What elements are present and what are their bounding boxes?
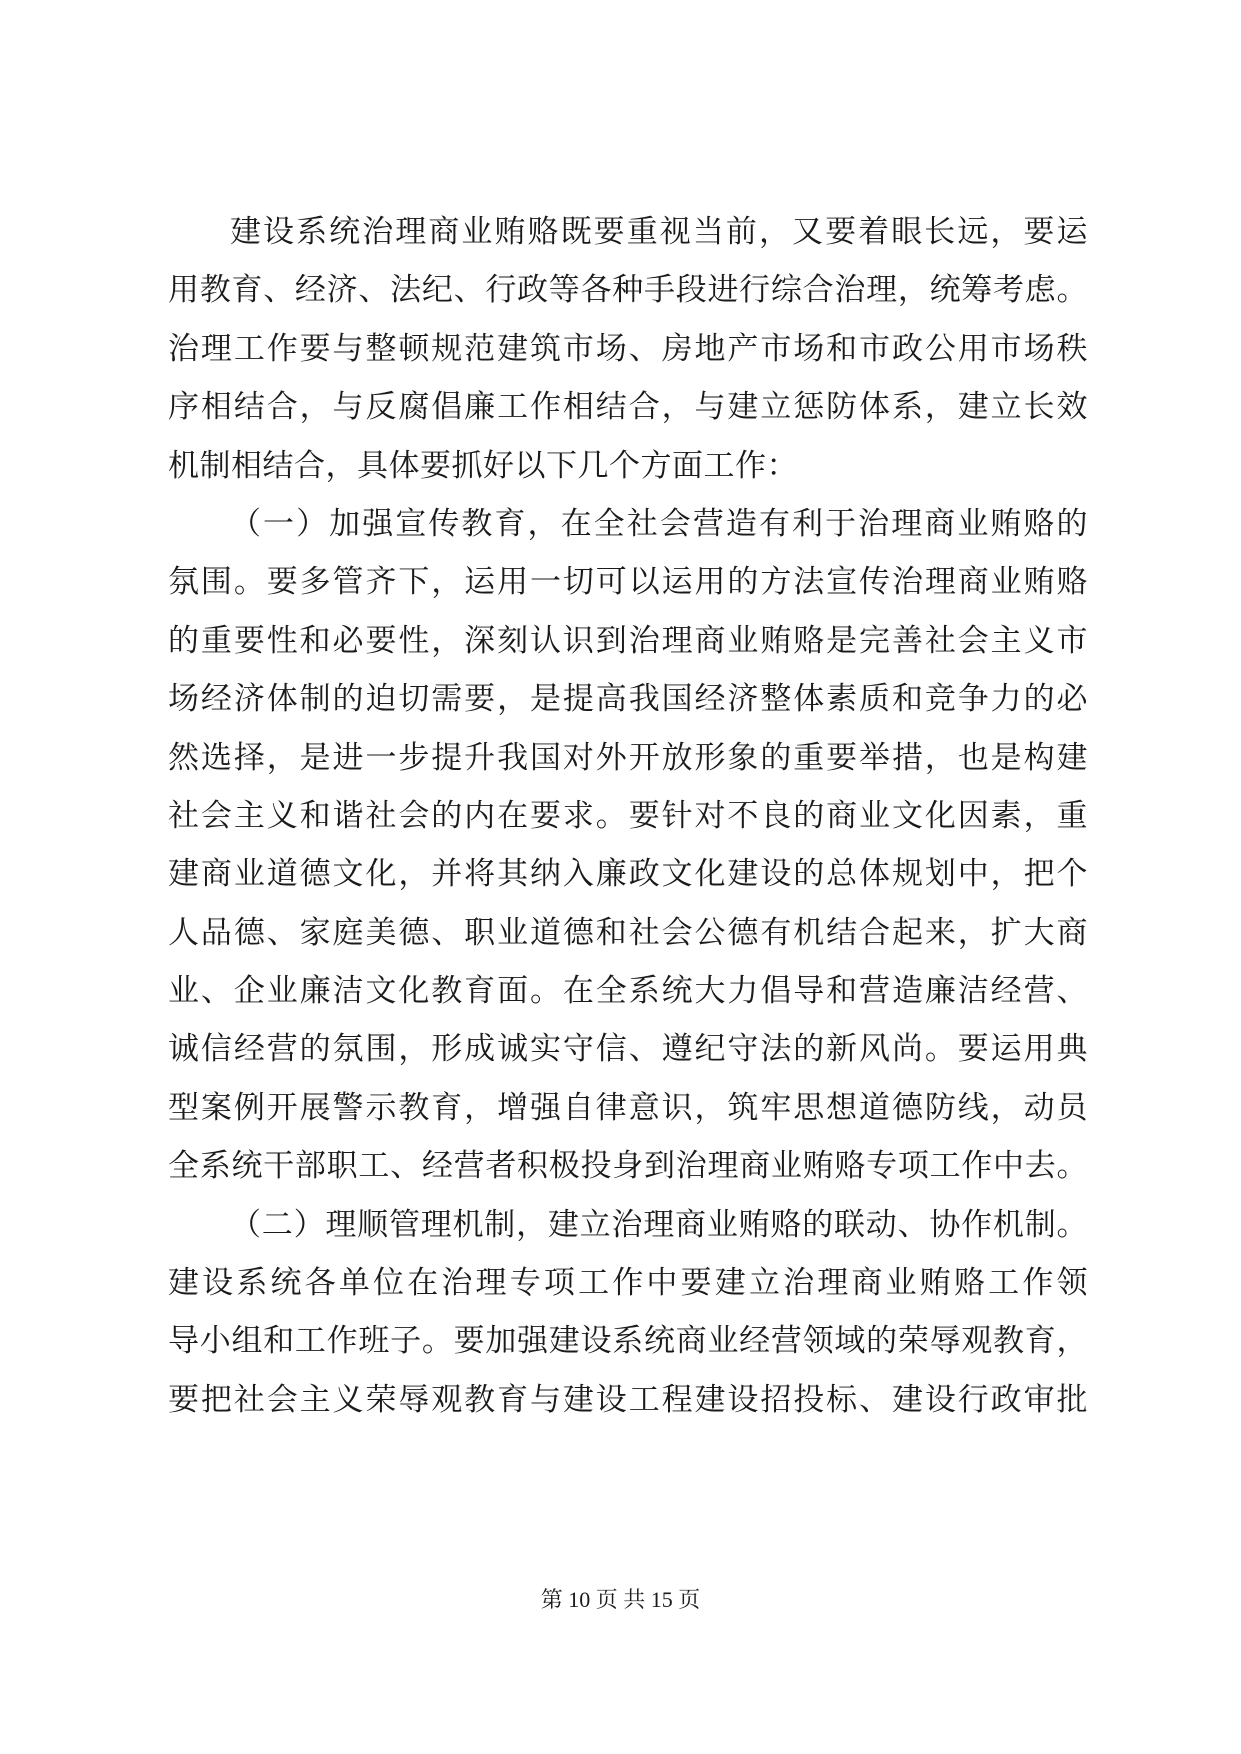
paragraph-2-line-8: 人品德、家庭美德、职业道德和社会公德有机结合起来，扩大商 [168,914,1088,951]
paragraph-2-line-1: （一）加强宣传教育，在全社会营造有利于治理商业贿赂的 [230,505,1088,542]
paragraph-2-line-6: 社会主义和谐社会的内在要求。要针对不良的商业文化因素，重 [168,797,1088,834]
paragraph-2-line-5: 然选择，是进一步提升我国对外开放形象的重要举措，也是构建 [168,739,1088,776]
page-number-footer: 第 10 页 共 15 页 [540,1587,701,1612]
paragraph-2-line-3: 的重要性和必要性，深刻认识到治理商业贿赂是完善社会主义市 [168,622,1088,659]
paragraph-2-line-4: 场经济体制的迫切需要，是提高我国经济整体素质和竞争力的必 [168,681,1088,718]
paragraph-3-line-3: 导小组和工作班子。要加强建设系统商业经营领域的荣辱观教育， [168,1323,1088,1360]
paragraph-2-line-2: 氛围。要多管齐下，运用一切可以运用的方法宣传治理商业贿赂 [168,564,1088,601]
paragraph-2-line-11: 型案例开展警示教育，增强自律意识，筑牢思想道德防线，动员 [168,1089,1088,1126]
paragraph-1-line-3: 治理工作要与整顿规范建筑市场、房地产市场和市政公用市场秩 [168,330,1088,367]
paragraph-1-line-1: 建设系统治理商业贿赂既要重视当前，又要着眼长远，要运 [230,214,1088,250]
paragraph-1-line-5: 机制相结合，具体要抓好以下几个方面工作： [168,447,798,484]
document-body [168,203,1088,1429]
paragraph-2-line-12: 全系统干部职工、经营者积极投身到治理商业贿赂专项工作中去。 [168,1148,1088,1185]
paragraph-3-line-4: 要把社会主义荣辱观教育与建设工程建设招投标、建设行政审批 [168,1381,1088,1418]
paragraph-1-line-4: 序相结合，与反腐倡廉工作相结合，与建立惩防体系，建立长效 [168,389,1088,426]
paragraph-2-line-10: 诚信经营的氛围，形成诚实守信、遵纪守法的新风尚。要运用典 [168,1031,1088,1068]
paragraph-3-line-2: 建设系统各单位在治理专项工作中要建立治理商业贿赂工作领 [168,1265,1088,1302]
paragraph-3-line-1: （二）理顺管理机制，建立治理商业贿赂的联动、协作机制。 [230,1206,1088,1243]
paragraph-1-line-2: 用教育、经济、法纪、行政等各种手段进行综合治理，统筹考虑。 [168,272,1088,309]
paragraph-2-line-9: 业、企业廉洁文化教育面。在全系统大力倡导和营造廉洁经营、 [168,973,1088,1010]
paragraph-2-line-7: 建商业道德文化，并将其纳入廉政文化建设的总体规划中，把个 [168,856,1088,893]
